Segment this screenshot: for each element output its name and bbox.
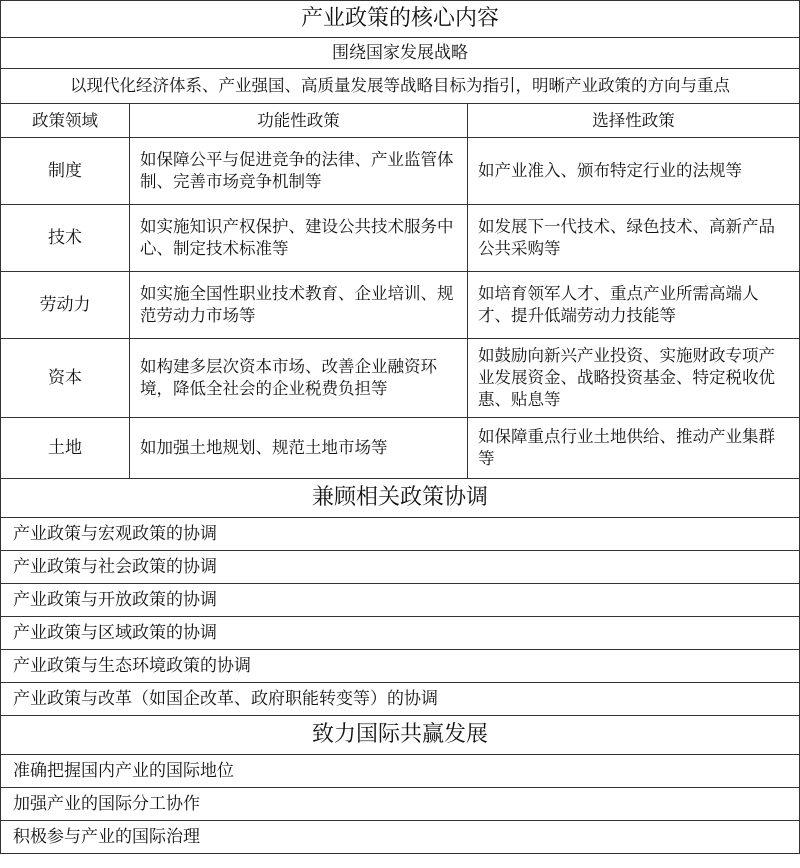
field-cell: 土地 <box>1 418 130 479</box>
list-item: 加强产业的国际分工协作 <box>1 788 800 821</box>
list-item: 产业政策与区域政策的协调 <box>1 617 800 650</box>
column-header-field: 政策领域 <box>1 104 130 138</box>
list-item: 积极参与产业的国际治理 <box>1 821 800 854</box>
list-item: 产业政策与社会政策的协调 <box>1 551 800 584</box>
table-header-row <box>1 104 800 138</box>
field-cell: 劳动力 <box>1 272 130 339</box>
field-cell: 资本 <box>1 339 130 418</box>
functional-policy-cell: 如构建多层次资本市场、改善企业融资环境，降低全社会的企业税费负担等 <box>130 339 468 418</box>
field-cell: 技术 <box>1 205 130 272</box>
selective-policy-cell: 如产业准入、颁布特定行业的法规等 <box>468 138 800 205</box>
selective-policy-cell: 如鼓励向新兴产业投资、实施财政专项产业发展资金、战略投资基金、特定税收优惠、贴息等 <box>468 339 800 418</box>
section-heading-international: 致力国际共赢发展 <box>1 716 800 755</box>
list-item: 准确把握国内产业的国际地位 <box>1 755 800 788</box>
list-item: 产业政策与开放政策的协调 <box>1 584 800 617</box>
table-row <box>1 418 800 479</box>
table-row <box>1 272 800 339</box>
list-item: 产业政策与宏观政策的协调 <box>1 518 800 551</box>
page-title: 产业政策的核心内容 <box>1 1 800 38</box>
selective-policy-cell: 如保障重点行业土地供给、推动产业集群等 <box>468 418 800 479</box>
column-header-selective: 选择性政策 <box>468 104 800 138</box>
strategy-intro: 以现代化经济体系、产业强国、高质量发展等战略目标为指引，明晰产业政策的方向与重点 <box>1 69 800 104</box>
selective-policy-cell: 如发展下一代技术、绿色技术、高新产品公共采购等 <box>468 205 800 272</box>
section-heading-strategy: 围绕国家发展战略 <box>1 38 800 69</box>
functional-policy-cell: 如实施知识产权保护、建设公共技术服务中心、制定技术标准等 <box>130 205 468 272</box>
list-item: 产业政策与改革（如国企改革、政府职能转变等）的协调 <box>1 683 800 716</box>
functional-policy-cell: 如保障公平与促进竞争的法律、产业监管体制、完善市场竞争机制等 <box>130 138 468 205</box>
functional-policy-cell: 如实施全国性职业技术教育、企业培训、规范劳动力市场等 <box>130 272 468 339</box>
functional-policy-cell: 如加强土地规划、规范土地市场等 <box>130 418 468 479</box>
selective-policy-cell: 如培育领军人才、重点产业所需高端人才、提升低端劳动力技能等 <box>468 272 800 339</box>
table-row <box>1 205 800 272</box>
section-heading-coordination: 兼顾相关政策协调 <box>1 479 800 518</box>
table-row <box>1 339 800 418</box>
table-row <box>1 138 800 205</box>
list-item: 产业政策与生态环境政策的协调 <box>1 650 800 683</box>
field-cell: 制度 <box>1 138 130 205</box>
column-header-functional: 功能性政策 <box>130 104 468 138</box>
